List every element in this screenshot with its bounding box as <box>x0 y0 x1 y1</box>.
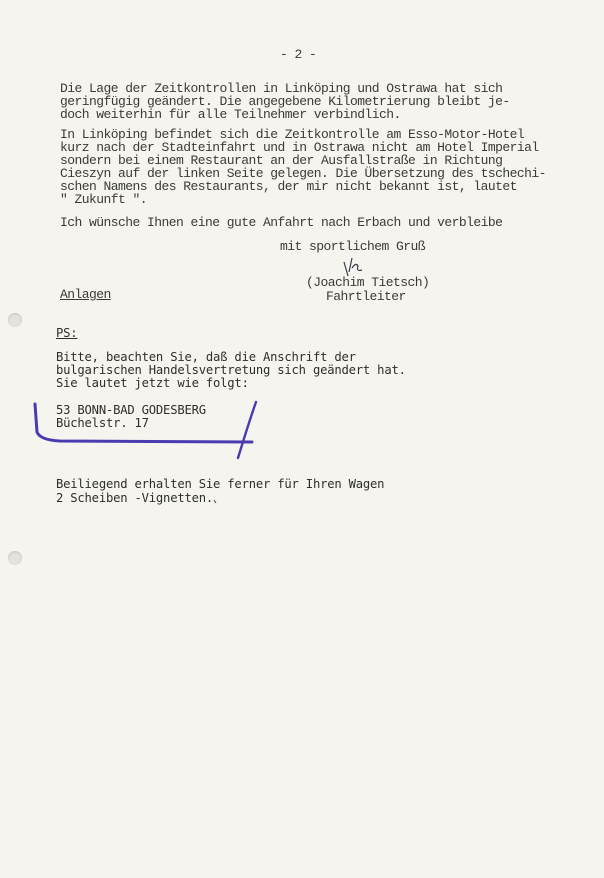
paragraph-1-line-2: geringfügig geändert. Die angegebene Kilometrierung bleibt je- <box>60 94 510 109</box>
enclosures-label: Anlagen <box>60 287 111 302</box>
ps-line-3: Sie lautet jetzt wie folgt: <box>56 376 249 390</box>
paragraph-2-line-3: sondern bei einem Restaurant an der Ausfallstraße in Richtung <box>60 153 503 168</box>
signer-title: Fahrtleiter <box>326 289 406 304</box>
closing-line: Ich wünsche Ihnen eine gute Anfahrt nach Erbach und verbleibe <box>60 215 503 230</box>
address-line-2: Büchelstr. 17 <box>56 416 149 430</box>
address-line-1: 53 BONN-BAD GODESBERG <box>56 403 206 417</box>
ps-line-2: bulgarischen Handelsvertretung sich geändert hat. <box>56 363 406 377</box>
marker-slash <box>238 402 256 458</box>
signer-name: (Joachim Tietsch) <box>306 275 430 290</box>
postscript-line-1: Beiliegend erhalten Sie ferner für Ihren Wagen <box>56 477 385 491</box>
ps-label: PS: <box>56 326 78 340</box>
paragraph-2-line-6: " Zukunft ". <box>60 192 148 207</box>
pen-dot <box>214 500 216 503</box>
punch-hole-bottom <box>8 551 22 565</box>
postscript-line-2: 2 Scheiben -Vignetten. <box>56 491 214 505</box>
paragraph-2-line-1: In Linköping befindet sich die Zeitkontrolle am Esso-Motor-Hotel <box>60 127 525 142</box>
signature-initials <box>344 258 362 276</box>
paragraph-2-line-2: kurz nach der Stadteinfahrt und in Ostrawa nicht am Hotel Imperial <box>60 140 539 155</box>
punch-hole-top <box>8 313 22 327</box>
page-number: - 2 - <box>280 47 317 62</box>
ps-line-1: Bitte, beachten Sie, daß die Anschrift der <box>56 350 356 364</box>
paragraph-2-line-5: schen Namens des Restaurants, der mir nicht bekannt ist, lautet <box>60 179 517 194</box>
greeting: mit sportlichem Gruß <box>280 239 426 254</box>
paragraph-2-line-4: Cieszyn auf der linken Seite gelegen. Die Übersetzung des tschechi- <box>60 166 546 181</box>
paragraph-1-line-1: Die Lage der Zeitkontrollen in Linköping und Ostrawa hat sich <box>60 81 503 96</box>
paragraph-1-line-3: doch weiterhin für alle Teilnehmer verbindlich. <box>60 107 401 122</box>
